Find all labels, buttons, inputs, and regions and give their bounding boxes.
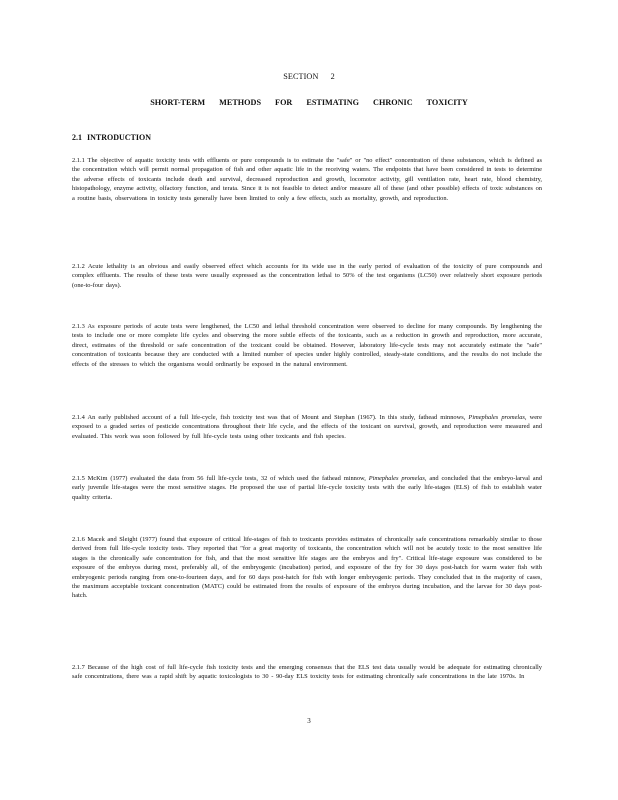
- section-title: SHORT-TERM METHODS FOR ESTIMATING CHRONIC TOXICITY: [150, 98, 468, 107]
- paragraph-2-1-6: 2.1.6 Macek and Sleight (1977) found that exposure of critical life-stages of fish to toxicants provides estimates of chronically safe concentrations remarkably similar to those derived from full life-cycle toxicity tests. They reported that "for a great majority of toxicants, the concentration which will not be acutely toxic to the most sensitive life stages is the chronically safe concentration for fish, and that the most sensitive life stages are the embryos and fry". Critical life-stage exposure was considered to be exposure of the embryos during most, preferably all, of the embryogenic (incubation) period, and exposure of the fry for 30 days post-hatch for warm water fish with embryogenic periods ranging from one-to-fourteen days, and for 60 days post-hatch for fish with longer embryogenic periods. They concluded that in the majority of cases, the maximum acceptable toxicant concentration (MATC) could be estimated from the results of exposure of the embryos during incubation, and the larvae for 30 days post-hatch.: [72, 536, 542, 600]
- paragraph-2-1-7: 2.1.7 Because of the high cost of full life-cycle fish toxicity tests and the emerging consensus that the ELS test data usually would be adequate for estimating chronically safe concentrations, there was a rapid shift by aquatic toxicologists to 30 - 90-day ELS toxicity tests for estimating chronically safe concentrations in the late 1970s. In: [72, 664, 542, 681]
- species-name: Pimephales promelas: [368, 475, 425, 482]
- page-number: 3: [307, 717, 311, 725]
- species-name: Pimephales promelas: [468, 414, 525, 421]
- paragraph-2-1-3: 2.1.3 As exposure periods of acute tests were lengthened, the LC50 and lethal threshold concentration were observed to decline for many compounds. By lengthening the tests to include one or more complete life cycles and observing the more subtle effects of the toxicants, such as a reduction in growth and reproduction, more accurate, direct, estimates of the threshold or safe concentration of the toxicant could be obtained. However, laboratory life-cycle tests may not accurately estimate the "safe" concentration of toxicants because they are conducted with a limited number of species under highly controlled, steady-state conditions, and the results do not include the effects of the stresses to which the organisms would ordinarily be exposed in the natural environment.: [72, 323, 542, 368]
- section-number: SECTION 2: [283, 72, 335, 81]
- paragraph-text: , were exposed to a graded series of pesticide concentrations throughout their life cycle, and the effects of the toxicant on survival, growth, and reproduction were measured and evaluated. This work was soon followed by full life-cycle tests using other toxicants and fish species.: [72, 414, 542, 440]
- paragraph-text: , and concluded that the embryo-larval and early juvenile life-stages were the most sensitive stages. He proposed the use of partial life-cycle toxicity tests with the early life-stages (ELS) of fish to establish water quality criteria.: [72, 475, 542, 501]
- paragraph-text: 2.1.5 McKim (1977) evaluated the data from 56 full life-cycle tests, 32 of which used the fathead minnow,: [72, 475, 369, 482]
- paragraph-2-1-1: 2.1.1 The objective of aquatic toxicity tests with effluents or pure compounds is to estimate the "safe" or "no effect" concentration of these substances, which is defined as the concentration which will permit normal propagation of fish and other aquatic life in the receiving waters. The endpoints that have been considered in tests to determine the adverse effects of toxicants include death and survival, decreased reproduction and growth, locomotor activity, gill ventilation rate, heart rate, blood chemistry, histopathology, enzyme activity, olfactory function, and terata. Since it is not feasible to detect and/or measure all of these (and other possible) effects of toxic substances on a routine basis, observations in toxicity tests generally have been limited to only a few effects, such as mortality, growth, and reproduction.: [72, 157, 542, 202]
- paragraph-text: 2.1.4 An early published account of a full life-cycle, fish toxicity test was that of Mount and Stephan (1967). In this study, fathead minnows,: [72, 414, 469, 421]
- paragraph-2-1-5: [72, 474, 542, 502]
- subsection-heading: 2.1 INTRODUCTION: [72, 133, 152, 142]
- paragraph-2-1-2: 2.1.2 Acute lethality is an obvious and easily observed effect which accounts for its wide use in the early period of evaluation of the toxicity of pure compounds and complex effluents. The results of these tests were usually expressed as the concentration lethal to 50% of the test organisms (LC50) over relatively short exposure periods (one-to-four days).: [72, 263, 542, 289]
- paragraph-2-1-4: [72, 413, 542, 441]
